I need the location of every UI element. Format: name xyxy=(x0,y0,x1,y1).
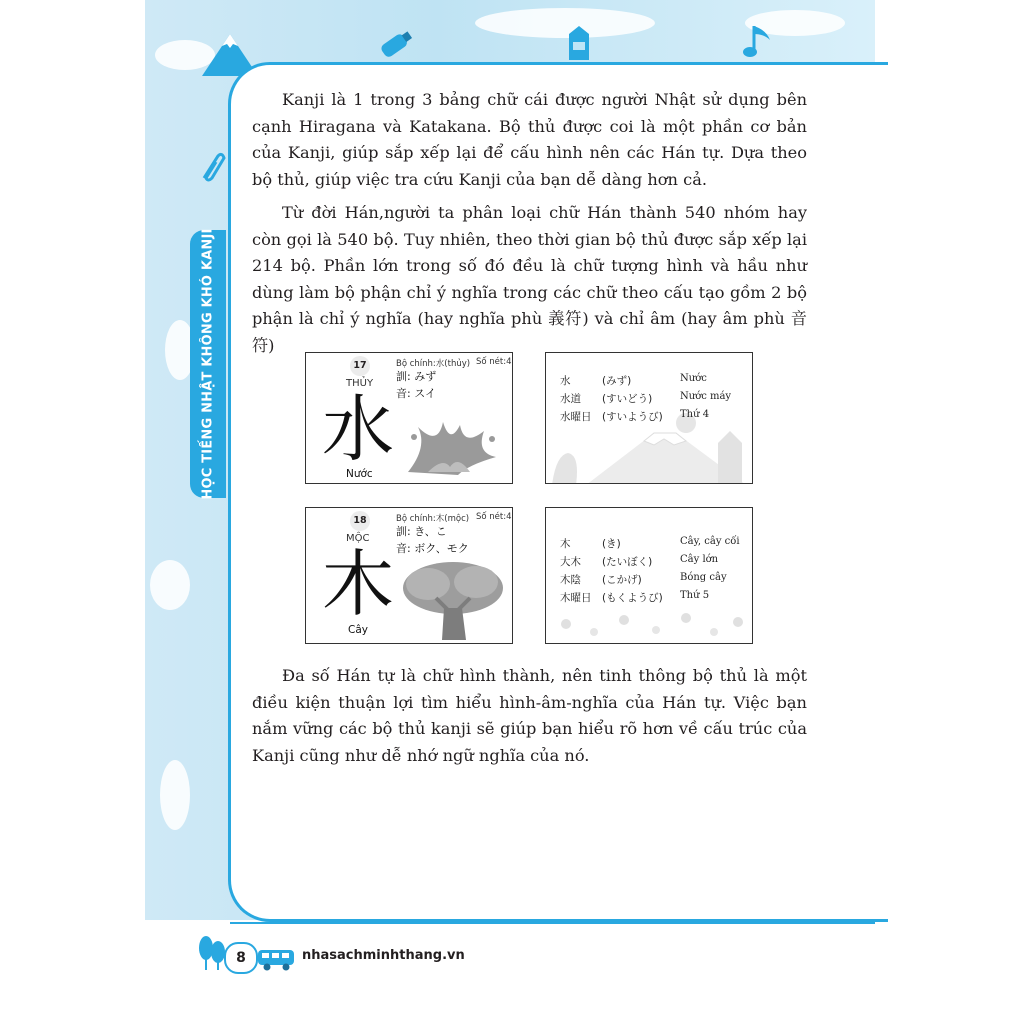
kanji-character: 木 xyxy=(322,542,395,626)
vocab-word: 木陰 xyxy=(560,574,581,586)
kanji-meaning: Cây xyxy=(348,624,368,636)
vocab-reading: (すいどう) xyxy=(602,393,653,405)
kanji-card-vocab-water xyxy=(545,352,753,484)
kun-reading: 訓: みず xyxy=(396,370,437,383)
on-reading: 音: ボク、モク xyxy=(396,542,469,555)
paragraph-conclusion xyxy=(252,663,807,769)
kanji-meaning: Nước xyxy=(346,468,373,480)
kun-reading: 訓: き、こ xyxy=(396,525,447,538)
vocab-meaning: Bóng cây xyxy=(680,572,727,583)
tree-illustration xyxy=(398,558,508,642)
carton-icon xyxy=(565,24,593,62)
kanji-card-vocab-tree xyxy=(545,507,753,644)
footer-divider xyxy=(230,922,875,924)
flower-pattern-illustration xyxy=(546,602,753,644)
side-tab-title: HỌC TIẾNG NHẬT KHÔNG KHÓ KANJI xyxy=(200,228,216,500)
paragraph-intro xyxy=(252,87,807,193)
kanji-card-front-water xyxy=(305,352,513,484)
splash-spot xyxy=(150,560,190,610)
stroke-count: Số nét:4 xyxy=(476,357,512,367)
kanji-character: 水 xyxy=(322,387,395,471)
vocab-reading: (き) xyxy=(602,538,621,550)
vocab-word: 木 xyxy=(560,538,571,550)
vocab-meaning: Thứ 5 xyxy=(680,590,710,601)
bus-icon xyxy=(256,946,296,972)
vocab-word: 水 xyxy=(560,375,571,387)
vocab-reading: (たいぼく) xyxy=(602,556,653,568)
paperclip-icon xyxy=(198,150,226,184)
vocab-word: 水道 xyxy=(560,393,581,405)
vocab-reading: (こかげ) xyxy=(602,574,642,586)
trees-icon xyxy=(198,934,226,972)
vocab-meaning: Nước máy xyxy=(680,391,732,402)
page-number: 8 xyxy=(224,942,258,974)
publisher-website[interactable]: nhasachminhthang.vn xyxy=(302,948,465,963)
music-note-icon xyxy=(742,22,778,62)
main-radical: Bộ chính:水(thủy) xyxy=(396,359,471,369)
radical-name: MỘC xyxy=(346,533,370,544)
vocab-reading: (すいようび) xyxy=(602,411,663,423)
vocab-word: 水曜日 xyxy=(560,411,592,423)
water-splash-illustration xyxy=(398,417,503,479)
paragraph-history xyxy=(252,200,807,359)
card-number: 18 xyxy=(350,511,370,531)
stroke-count: Số nét:4 xyxy=(476,512,512,522)
vocab-meaning: Thứ 4 xyxy=(680,409,710,420)
vocab-reading: (もくようび) xyxy=(602,592,663,604)
vocab-word: 木曜日 xyxy=(560,592,592,604)
paragraph-intro-text: Kanji là 1 trong 3 bảng chữ cái được người Nhật sử dụng bên cạnh Hiragana và Katakana. Bộ thủ được coi là một phần cơ bản của Kanji, giúp sắp xếp lại để cấu hình nên các Hán tự. Dựa theo bộ thủ, giúp việc tra cứu Kanji của bạn dễ dàng hơn cả. xyxy=(252,90,807,189)
vocab-meaning: Cây, cây cối xyxy=(680,536,740,547)
on-reading: 音: スイ xyxy=(396,387,436,400)
vocab-reading: (みず) xyxy=(602,375,632,387)
radical-name: THỦY xyxy=(346,378,374,389)
paragraph-history-text: Từ đời Hán,người ta phân loại chữ Hán thành 540 nhóm hay còn gọi là 540 bộ. Tuy nhiên, theo thời gian bộ thủ được sắp xếp lại 214 bộ. Phần lớn trong số đó đều là chữ tượng hình và hầu như dùng làm bộ phận chỉ ý nghĩa trong các chữ theo cấu tạo gồm 2 bộ phận là chỉ ý nghĩa (hay nghĩa phù 義符) và chỉ âm (hay âm phù 音符) xyxy=(252,203,807,355)
vocab-meaning: Cây lớn xyxy=(680,554,719,565)
splash-spot xyxy=(160,760,190,830)
card-number: 17 xyxy=(350,356,370,376)
kanji-card-front-tree xyxy=(305,507,513,644)
vocab-meaning: Nước xyxy=(680,373,707,384)
paragraph-conclusion-text: Đa số Hán tự là chữ hình thành, nên tinh thông bộ thủ là một điều kiện thuận lợi tìm hiểu hình-âm-nghĩa của Hán tự. Việc bạn nắm vững các bộ thủ kanji sẽ giúp bạn hiểu rõ hơn về cấu trúc của Kanji cũng như dễ nhớ ngữ nghĩa của nó. xyxy=(252,666,807,765)
bottle-icon xyxy=(375,28,415,62)
vocab-word: 大木 xyxy=(560,556,581,568)
main-radical: Bộ chính:木(mộc) xyxy=(396,514,470,524)
chapter-side-tab xyxy=(190,230,226,498)
